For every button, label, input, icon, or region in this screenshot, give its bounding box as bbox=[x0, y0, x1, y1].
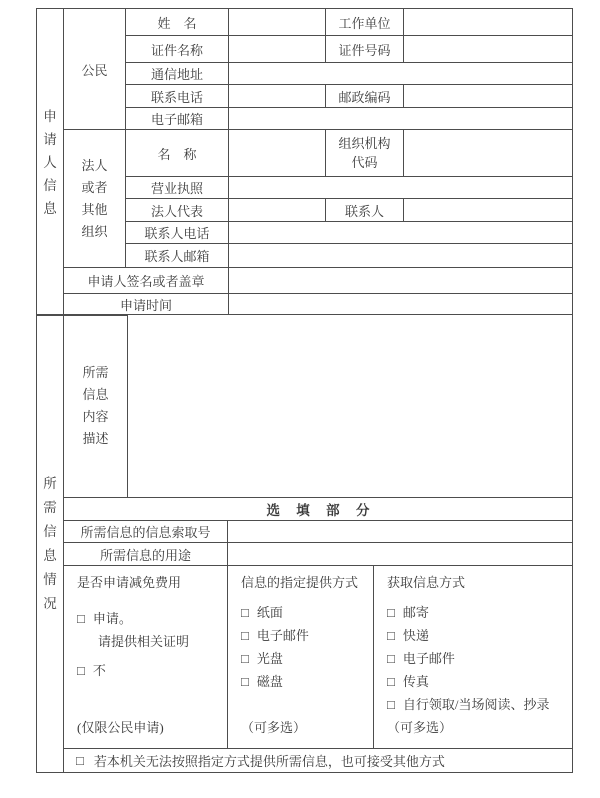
fallback-option-label: 若本机关无法按照指定方式提供所需信息，也可接受其他方式 bbox=[93, 754, 445, 769]
obtain-method-option-label: 快递 bbox=[402, 628, 429, 643]
required-info-section-label-text: 所需信息情况 bbox=[43, 475, 57, 611]
postal-code-input-cell[interactable] bbox=[404, 85, 573, 108]
obtain-method-option-label: 电子邮件 bbox=[402, 651, 455, 666]
checkbox-icon[interactable]: □ bbox=[387, 605, 395, 620]
provide-method-option-label: 纸面 bbox=[256, 605, 283, 620]
provide-method-group bbox=[228, 566, 373, 748]
contact-person-email-label: 联系人邮箱 bbox=[126, 244, 229, 268]
org-name-label: 名 称 bbox=[126, 130, 229, 177]
obtain-method-group bbox=[374, 566, 572, 748]
optional-part-header: 选 填 部 分 bbox=[64, 498, 573, 521]
index-number-label: 所需信息的信息索取号 bbox=[64, 521, 228, 543]
provide-method-option-email[interactable] bbox=[241, 629, 367, 642]
checkbox-icon[interactable]: □ bbox=[241, 674, 249, 689]
mailing-address-input-cell[interactable] bbox=[229, 63, 573, 85]
obtain-method-option-pickup[interactable] bbox=[387, 698, 566, 711]
fee-waiver-footnote: (仅限公民申请) bbox=[77, 720, 164, 735]
id-number-input-cell[interactable] bbox=[404, 36, 573, 63]
checkbox-icon[interactable]: □ bbox=[387, 697, 395, 712]
provide-method-option-label: 磁盘 bbox=[256, 674, 283, 689]
id-type-label: 证件名称 bbox=[126, 36, 229, 63]
fee-waiver-apply-note: 请提供相关证明 bbox=[98, 634, 190, 649]
obtain-method-option-email[interactable] bbox=[387, 652, 566, 665]
provide-method-title: 信息的指定提供方式 bbox=[241, 575, 359, 590]
obtain-method-option-label: 邮寄 bbox=[402, 605, 429, 620]
legal-group-label-text: 法人或者其他组织 bbox=[81, 157, 108, 239]
obtain-method-option-label: 传真 bbox=[402, 674, 429, 689]
fee-waiver-title: 是否申请减免费用 bbox=[77, 575, 182, 590]
id-type-input-cell[interactable] bbox=[229, 36, 326, 63]
contact-phone-input-cell[interactable] bbox=[229, 85, 326, 108]
checkbox-icon[interactable]: □ bbox=[241, 651, 249, 666]
checkbox-icon[interactable]: □ bbox=[241, 628, 249, 643]
fallback-option[interactable] bbox=[64, 751, 572, 770]
org-code-input-cell[interactable] bbox=[404, 130, 573, 177]
obtain-method-option-fax[interactable] bbox=[387, 675, 566, 688]
signature-input-cell[interactable] bbox=[229, 268, 573, 294]
fallback-option-cell bbox=[64, 749, 573, 773]
contact-person-input-cell[interactable] bbox=[404, 199, 573, 222]
name-label: 姓 名 bbox=[126, 9, 229, 36]
fee-waiver-apply-option[interactable] bbox=[77, 612, 221, 625]
provide-method-option-paper[interactable] bbox=[241, 606, 367, 619]
content-description-input-cell[interactable] bbox=[128, 315, 573, 498]
checkbox-icon[interactable]: □ bbox=[387, 651, 395, 666]
work-unit-label: 工作单位 bbox=[326, 9, 404, 36]
contact-person-email-input-cell[interactable] bbox=[229, 244, 573, 268]
fee-waiver-apply-label: 申请。 bbox=[92, 611, 132, 626]
purpose-label: 所需信息的用途 bbox=[64, 543, 228, 566]
email-input-cell[interactable] bbox=[229, 108, 573, 130]
contact-phone-label: 联系电话 bbox=[126, 85, 229, 108]
index-number-input-cell[interactable] bbox=[228, 521, 573, 543]
provide-method-option-cd[interactable] bbox=[241, 652, 367, 665]
provide-method-footnote: （可多选） bbox=[241, 720, 307, 735]
checkbox-icon[interactable]: □ bbox=[77, 611, 85, 626]
obtain-method-cell bbox=[374, 566, 573, 749]
citizen-group-label: 公民 bbox=[64, 9, 126, 130]
content-description-label bbox=[64, 315, 128, 498]
org-code-label bbox=[326, 130, 404, 177]
provide-method-cell bbox=[228, 566, 374, 749]
name-input-cell[interactable] bbox=[229, 9, 326, 36]
content-description-label-text: 所需信息内容描述 bbox=[82, 365, 109, 446]
fee-waiver-group bbox=[64, 566, 227, 748]
required-info-table bbox=[36, 314, 573, 773]
fee-waiver-decline-option[interactable] bbox=[77, 664, 221, 677]
apply-date-input-cell[interactable] bbox=[229, 294, 573, 316]
checkbox-icon[interactable]: □ bbox=[387, 628, 395, 643]
org-name-input-cell[interactable] bbox=[229, 130, 326, 177]
fee-waiver-decline-label: 不 bbox=[92, 663, 106, 678]
checkbox-icon[interactable]: □ bbox=[241, 605, 249, 620]
obtain-method-option-label: 自行领取/当场阅读、抄录 bbox=[402, 697, 550, 712]
checkbox-icon[interactable]: □ bbox=[76, 752, 84, 768]
id-number-label: 证件号码 bbox=[326, 36, 404, 63]
provide-method-option-label: 光盘 bbox=[256, 651, 283, 666]
applicant-info-table bbox=[36, 8, 573, 316]
provide-method-option-label: 电子邮件 bbox=[256, 628, 309, 643]
fee-waiver-cell bbox=[64, 566, 228, 749]
mailing-address-label: 通信地址 bbox=[126, 63, 229, 85]
contact-person-phone-label: 联系人电话 bbox=[126, 222, 229, 244]
obtain-method-option-express[interactable] bbox=[387, 629, 566, 642]
legal-group-label bbox=[64, 130, 126, 268]
checkbox-icon[interactable]: □ bbox=[77, 663, 85, 678]
obtain-method-title: 获取信息方式 bbox=[387, 575, 466, 590]
checkbox-icon[interactable]: □ bbox=[387, 674, 395, 689]
obtain-method-footnote: （可多选） bbox=[387, 720, 453, 735]
required-info-section-label bbox=[37, 315, 64, 773]
provide-method-option-disk[interactable] bbox=[241, 675, 367, 688]
contact-person-phone-input-cell[interactable] bbox=[229, 222, 573, 244]
org-code-label-text: 组织机构代码 bbox=[338, 136, 391, 170]
business-license-input-cell[interactable] bbox=[229, 177, 573, 199]
apply-date-label: 申请时间 bbox=[64, 294, 229, 316]
purpose-input-cell[interactable] bbox=[228, 543, 573, 566]
obtain-method-option-mail[interactable] bbox=[387, 606, 566, 619]
legal-rep-label: 法人代表 bbox=[126, 199, 229, 222]
legal-rep-input-cell[interactable] bbox=[229, 199, 326, 222]
email-label: 电子邮箱 bbox=[126, 108, 229, 130]
contact-person-label: 联系人 bbox=[326, 199, 404, 222]
signature-label: 申请人签名或者盖章 bbox=[64, 268, 229, 294]
postal-code-label: 邮政编码 bbox=[326, 85, 404, 108]
applicant-section-label-text: 申请人信息 bbox=[43, 108, 57, 216]
business-license-label: 营业执照 bbox=[126, 177, 229, 199]
work-unit-input-cell[interactable] bbox=[404, 9, 573, 36]
applicant-section-label bbox=[37, 9, 64, 316]
